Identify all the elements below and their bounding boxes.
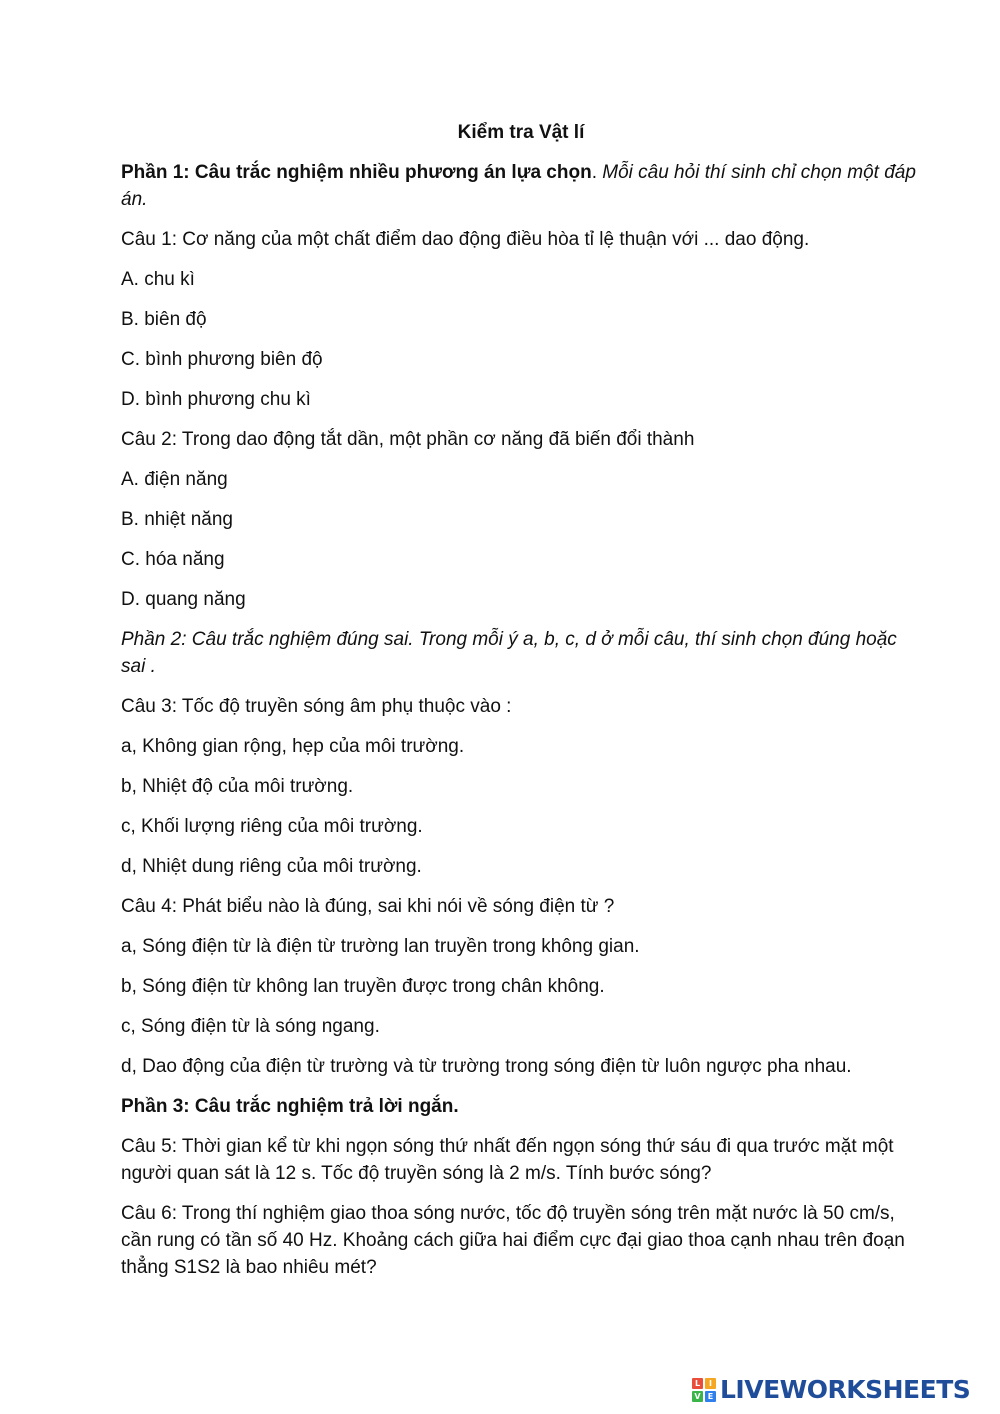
q1-option-b: B. biên độ	[121, 309, 207, 330]
question-2: Câu 2: Trong dao động tắt dần, một phần cơ năng đã biến đổi thành	[121, 429, 695, 450]
q4-item-d: d, Dao động của điện từ trường và từ trường trong sóng điện từ luôn ngược pha nhau.	[121, 1056, 852, 1077]
q4-item-c: c, Sóng điện từ là sóng ngang.	[121, 1016, 380, 1037]
q2-option-d: D. quang năng	[121, 589, 246, 610]
question-5: Câu 5: Thời gian kể từ khi ngọn sóng thứ nhất đến ngọn sóng thứ sáu đi qua trước mặt một người quan sát là 12 s. Tốc độ truyền sóng là 2 m/s. Tính bước sóng?	[121, 1136, 894, 1184]
q3-item-a: a, Không gian rộng, hẹp của môi trường.	[121, 736, 465, 757]
question-4: Câu 4: Phát biểu nào là đúng, sai khi nói về sóng điện từ ?	[121, 896, 615, 917]
part1-header	[121, 159, 921, 213]
q2-option-c: C. hóa năng	[121, 549, 225, 570]
q1-option-c: C. bình phương biên độ	[121, 349, 323, 370]
q1-option-a: A. chu kì	[121, 269, 195, 290]
part2-heading: Phần 2: Câu trắc nghiệm đúng sai. Trong mỗi ý a, b, c, d ở mỗi câu, thí sinh chọn đúng hoặc sai .	[121, 629, 897, 677]
part1-heading: Phần 1: Câu trắc nghiệm nhiều phương án lựa chọn	[121, 162, 592, 183]
logo-letter-l: L	[692, 1378, 703, 1389]
page-title: Kiểm tra Vật lí	[457, 122, 585, 143]
q2-option-a: A. điện năng	[121, 469, 228, 490]
q1-option-d: D. bình phương chu kì	[121, 389, 311, 410]
q4-item-a: a, Sóng điện từ là điện từ trường lan truyền trong không gian.	[121, 936, 640, 957]
logo-letter-e: E	[705, 1391, 716, 1402]
q2-option-b: B. nhiệt năng	[121, 509, 233, 530]
liveworksheets-logo-icon	[692, 1378, 716, 1402]
worksheet-page	[121, 119, 921, 1294]
logo-letter-v: V	[692, 1391, 703, 1402]
logo-wordmark: LIVEWORKSHEETS	[720, 1375, 971, 1404]
part1-instruction: Mỗi câu hỏi thí sinh chỉ chọn một đáp án.	[121, 162, 916, 210]
question-1: Câu 1: Cơ năng của một chất điểm dao động điều hòa tỉ lệ thuận với ... dao động.	[121, 229, 810, 250]
q3-item-c: c, Khối lượng riêng của môi trường.	[121, 816, 423, 837]
q4-item-b: b, Sóng điện từ không lan truyền được trong chân không.	[121, 976, 605, 997]
part1-punct: .	[591, 162, 603, 183]
q3-item-b: b, Nhiệt độ của môi trường.	[121, 776, 354, 797]
logo-letter-i: I	[705, 1378, 716, 1389]
liveworksheets-logo	[692, 1376, 990, 1404]
question-3: Câu 3: Tốc độ truyền sóng âm phụ thuộc vào :	[121, 696, 512, 717]
part3-heading: Phần 3: Câu trắc nghiệm trả lời ngắn.	[121, 1096, 459, 1117]
q3-item-d: d, Nhiệt dung riêng của môi trường.	[121, 856, 422, 877]
question-6: Câu 6: Trong thí nghiệm giao thoa sóng nước, tốc độ truyền sóng trên mặt nước là 50 cm/s, cần rung có tần số 40 Hz. Khoảng cách giữa hai điểm cực đại giao thoa cạnh nhau trên đoạn thẳng S1S2 là bao nhiêu mét?	[121, 1203, 905, 1278]
